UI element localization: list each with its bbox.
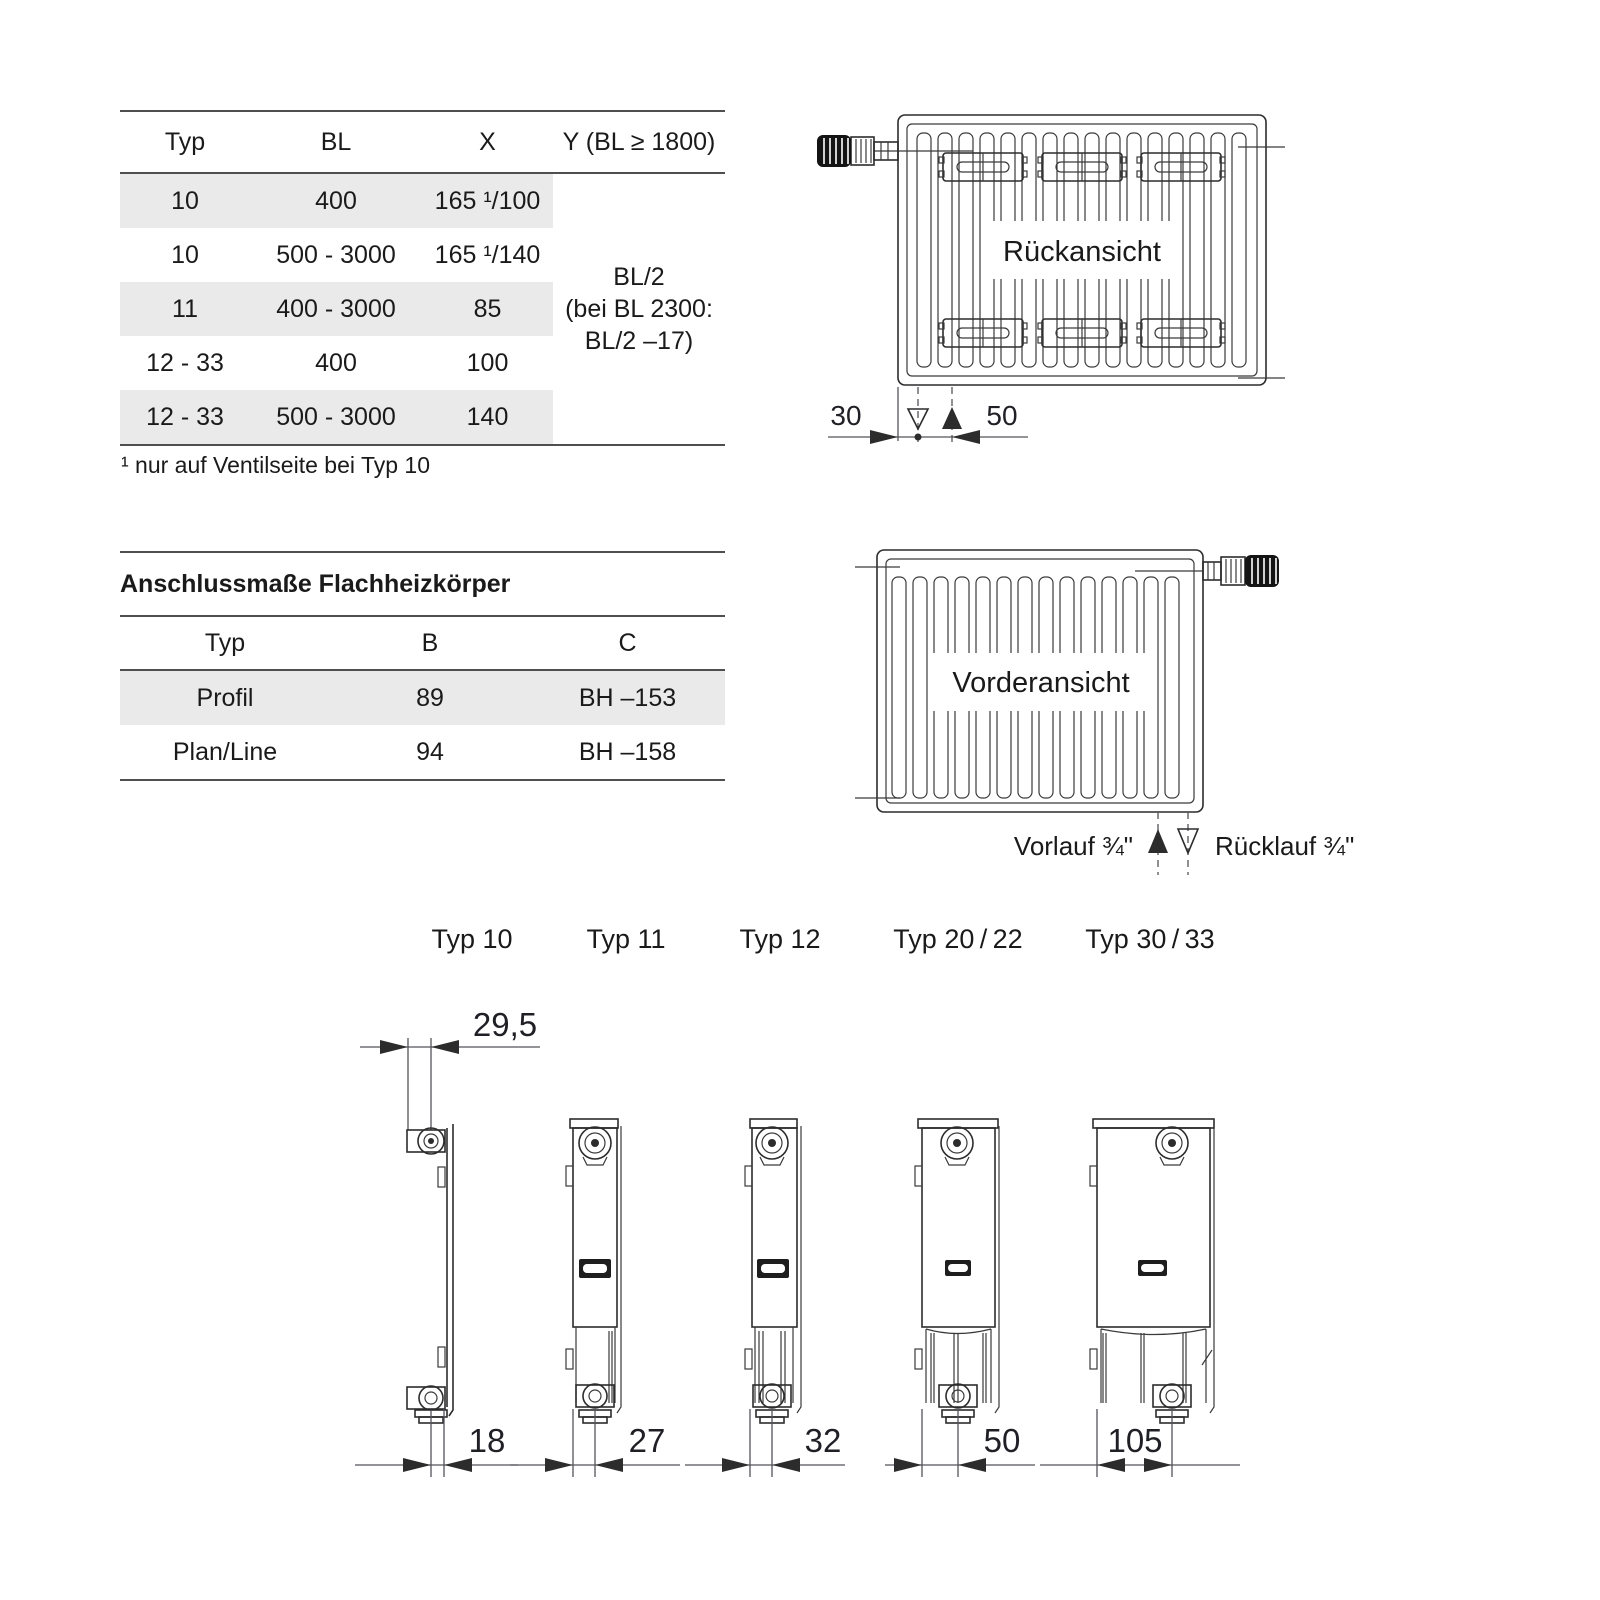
cell-typ: 12 - 33 (146, 402, 224, 431)
profile-typ-11 (510, 1119, 680, 1477)
dim-32: 32 (804, 1422, 842, 1459)
label-box (933, 653, 1149, 711)
connection-table-header (120, 617, 725, 669)
dim-27: 27 (628, 1422, 666, 1459)
table-row (120, 282, 553, 336)
corner-ticks (1238, 147, 1285, 378)
cell-b: 94 (416, 737, 444, 766)
col-header-bl: BL (320, 127, 352, 156)
dim-18: 18 (468, 1422, 506, 1459)
flow-return-annotation (1014, 812, 1354, 875)
cell-typ: 12 - 33 (146, 348, 224, 377)
cell-bl: 400 (315, 186, 357, 215)
connection-table (120, 551, 725, 781)
col-header-b: B (421, 628, 439, 657)
cell-typ: Profil (196, 683, 254, 712)
dim-29-5: 29,5 (472, 1006, 538, 1043)
cell-typ: 10 (171, 240, 199, 269)
cell-bl: 400 - 3000 (276, 294, 396, 323)
cell-x: 165 ¹/140 (434, 240, 541, 269)
label-typ-10: Typ 10 (431, 924, 513, 954)
dimensions-table (120, 110, 725, 446)
dim-50: 50 (986, 400, 1018, 431)
col-header-y: Y (BL ≥ 1800) (562, 127, 716, 156)
type-labels (431, 924, 1214, 954)
profile-typ-30-33 (1040, 1119, 1240, 1477)
front-view-label: Vorderansicht (952, 667, 1130, 699)
profile-typ-10 (355, 1006, 540, 1477)
table-row (120, 725, 725, 779)
dimension-30-50 (828, 387, 1028, 445)
cell-bl: 500 - 3000 (276, 240, 396, 269)
table-rule (120, 444, 725, 446)
label-box (990, 221, 1174, 279)
connection-table-title: Anschlussmaße Flachheizkörper (120, 569, 511, 598)
bracket (1137, 153, 1225, 181)
thermostat-valve-icon (817, 135, 973, 167)
cell-x: 85 (473, 294, 502, 323)
table-row (120, 336, 553, 390)
cell-bl: 500 - 3000 (276, 402, 396, 431)
dim-30: 30 (830, 400, 862, 431)
flow-label: Vorlauf ¾" (1013, 831, 1133, 861)
cell-typ: 10 (171, 186, 199, 215)
front-view-drawing (830, 515, 1480, 883)
y-note-line: BL/2 (613, 263, 665, 291)
cell-typ: 11 (172, 294, 198, 323)
cell-x: 140 (466, 402, 509, 431)
table-rule (120, 779, 725, 781)
bracket (1038, 153, 1126, 181)
label-typ-20-22: Typ 20 / 22 (893, 924, 1023, 954)
cell-b: 89 (416, 683, 444, 712)
profile-typ-20-22 (885, 1119, 1035, 1477)
flow-marker-icon (1148, 829, 1168, 853)
table-row (120, 671, 725, 725)
thermostat-valve-icon (1135, 555, 1279, 587)
label-typ-12: Typ 12 (739, 924, 821, 954)
dim-105: 105 (1107, 1422, 1163, 1459)
dim-50: 50 (983, 1422, 1021, 1459)
table-row (120, 228, 553, 282)
profile-typ-12 (685, 1119, 845, 1477)
type-profiles-drawing (340, 895, 1260, 1495)
cell-bl: 400 (315, 348, 357, 377)
rear-view-drawing (788, 95, 1443, 447)
cell-x: 100 (466, 348, 509, 377)
rear-view-label: Rückansicht (1003, 236, 1161, 268)
y-note-line: BL/2 –17) (584, 327, 694, 355)
bracket (1038, 319, 1126, 347)
label-typ-11: Typ 11 (586, 924, 666, 954)
bracket (1137, 319, 1225, 347)
col-header-typ: Typ (164, 127, 206, 156)
dimensions-table-header (120, 112, 725, 172)
col-header-c: C (618, 628, 637, 657)
cell-c: BH –153 (578, 683, 677, 712)
col-header-x: X (479, 127, 496, 156)
label-typ-30-33: Typ 30 / 33 (1085, 924, 1215, 954)
table-row (120, 174, 553, 228)
dimensions-table-body (120, 174, 725, 444)
col-header-typ: Typ (204, 628, 246, 657)
cell-typ: Plan/Line (172, 737, 278, 766)
table-row (120, 390, 553, 444)
cell-x: 165 ¹/100 (434, 186, 541, 215)
merged-y-cell (553, 174, 725, 444)
y-note-line: (bei BL 2300: (565, 295, 713, 323)
return-label: Rücklauf ¾" (1215, 831, 1355, 861)
cell-c: BH –158 (578, 737, 677, 766)
footnote: ¹ nur auf Ventilseite bei Typ 10 (121, 452, 430, 478)
flow-marker-icon (942, 407, 962, 429)
